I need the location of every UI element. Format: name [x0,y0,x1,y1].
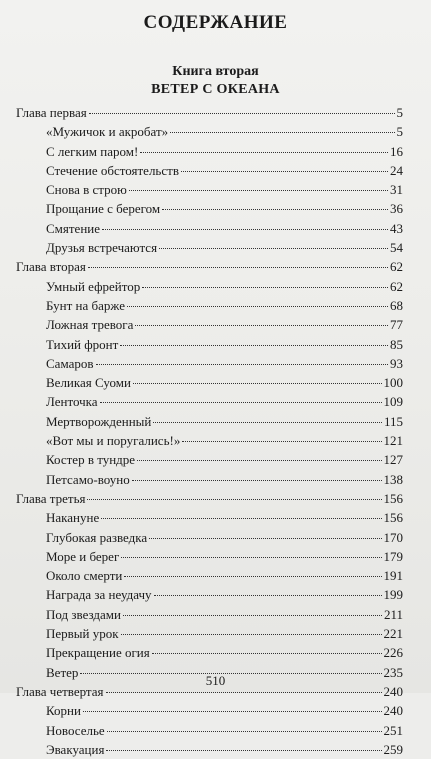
toc-entry-page: 121 [383,433,403,449]
book-label: Книга вторая [172,64,259,79]
toc-dot-leader [102,229,388,230]
toc-section-entry [16,199,403,218]
toc-dot-leader [107,731,382,732]
toc-entry-title: Глубокая разведка [46,529,148,545]
toc-section-entry [16,547,403,566]
book-name: ВЕТЕР С ОКЕАНА [151,82,280,97]
toc-section-entry [16,296,403,315]
toc-entry-page: 5 [396,105,403,120]
toc-section-entry [16,373,403,392]
toc-section-entry [16,277,403,296]
toc-entry-page: 36 [390,201,403,217]
toc-section-entry [16,335,403,354]
toc-section-entry [16,566,403,585]
toc-entry-title: Корни [46,703,81,719]
toc-entry-title: Прекращение огия [46,645,150,661]
toc-section-entry [16,605,403,624]
toc-entry-page: 62 [390,278,403,294]
toc-entry-page: 68 [390,297,403,313]
toc-dot-leader [101,518,381,519]
toc-dot-leader [159,248,388,249]
toc-entry-title: Накануне [46,510,100,526]
toc-entry-page: 240 [383,683,403,699]
toc-dot-leader [127,306,388,307]
toc-entry-page: 179 [383,548,403,564]
toc-entry-title: Друзья встречаются [46,240,158,256]
toc-entry-title: Мертворожденный [46,413,152,429]
toc-entry-title: Глава вторая [16,259,86,275]
toc-section-entry [16,721,403,740]
toc-dot-leader [170,132,394,133]
toc-entry-page: 16 [390,143,403,159]
toc-entry-title: Костер в тундре [46,452,136,468]
toc-entry-title: Тихий фронт [46,336,119,352]
toc-section-entry [16,238,403,257]
toc-entry-title: Новоселье [46,722,105,738]
toc-section-entry [16,315,403,334]
toc-entry-page: 100 [383,375,403,391]
toc-entry-title: Первый урок [46,626,119,642]
toc-entry-title: Эвакуация [46,741,105,757]
toc-section-entry [16,585,403,604]
toc-entry-page: 85 [390,336,403,352]
toc-dot-leader [135,325,388,326]
toc-dot-leader [133,383,382,384]
toc-entry-title: «Вот мы и поругались!» [46,433,181,449]
toc-entry-title: Умный ефрейтор [46,278,141,294]
toc-dot-leader [162,209,388,210]
toc-entry-title: Глава третья [16,490,86,506]
toc-dot-leader [124,576,381,577]
toc-entry-title: Ложная тревога [46,317,134,333]
toc-entry-page: 109 [383,394,403,410]
toc-entry-page: 93 [390,355,403,371]
toc-dot-leader [123,615,382,616]
toc-section-entry [16,412,403,431]
toc-dot-leader [182,441,381,442]
toc-entry-title: Море и берег [46,548,120,564]
toc-entry-page: 138 [383,471,403,487]
toc-entry-page: 240 [383,703,403,719]
toc-entry-page: 199 [383,587,403,603]
toc-section-entry [16,528,403,547]
toc-entry-title: Самаров [46,355,94,371]
toc-dot-leader [100,402,382,403]
toc-chapter-entry [16,489,403,508]
page-title: СОДЕРЖАНИЕ [143,12,288,33]
toc-entry-page: 127 [383,452,403,468]
toc-dot-leader [154,595,382,596]
toc-section-entry [16,354,403,373]
table-of-contents [16,103,403,759]
toc-entry-page: 62 [390,259,403,275]
toc-dot-leader [152,653,382,654]
toc-entry-page: 77 [390,317,403,333]
toc-entry-page: 251 [383,722,403,738]
toc-dot-leader [149,538,381,539]
toc-entry-page: 156 [383,490,403,506]
toc-entry-title: «Мужичок и акробат» [46,124,169,140]
toc-entry-page: 24 [390,162,403,178]
toc-section-entry [16,470,403,489]
toc-section-entry [16,450,403,469]
toc-dot-leader [153,422,382,423]
toc-entry-page: 221 [383,626,403,642]
toc-entry-title: Бунт на барже [46,297,125,313]
toc-section-entry [16,142,403,161]
toc-entry-page: 43 [390,220,403,236]
toc-entry-title: Стечение обстоятельств [46,162,179,178]
toc-dot-leader [106,750,381,751]
toc-entry-title: С легким паром! [46,143,139,159]
toc-entry-title: Снова в строю [46,182,127,198]
toc-entry-title: Глава четвертая [16,683,104,699]
toc-entry-page: 5 [396,124,403,140]
toc-entry-title: Около смерти [46,568,123,584]
toc-entry-page: 54 [390,240,403,256]
toc-section-entry [16,624,403,643]
toc-section-entry [16,219,403,238]
toc-dot-leader [132,480,382,481]
toc-section-entry [16,508,403,527]
toc-dot-leader [83,711,382,712]
toc-dot-leader [140,152,388,153]
toc-dot-leader [142,287,388,288]
toc-section-entry [16,740,403,759]
toc-section-entry [16,122,403,141]
toc-section-entry [16,431,403,450]
toc-entry-page: 191 [383,568,403,584]
toc-entry-title: Глава первая [16,105,87,120]
toc-entry-page: 170 [383,529,403,545]
toc-entry-title: Прощание с берегом [46,201,161,217]
toc-entry-title: Под звездами [46,606,121,622]
toc-entry-page: 226 [383,645,403,661]
toc-entry-page: 31 [390,182,403,198]
toc-section-entry [16,161,403,180]
toc-entry-title: Награда за неудачу [46,587,152,603]
toc-section-entry [16,643,403,662]
toc-entry-title: Петсамо-воуно [46,471,130,487]
toc-section-entry [16,180,403,199]
toc-dot-leader [96,364,389,365]
toc-dot-leader [87,499,381,500]
toc-dot-leader [121,557,381,558]
toc-entry-page: 259 [383,741,403,757]
toc-chapter-entry [16,257,403,276]
toc-entry-title: Ветер [46,664,79,680]
toc-entry-page: 235 [383,664,403,680]
toc-dot-leader [88,267,388,268]
toc-dot-leader [121,634,382,635]
page-number: 510 [205,673,226,688]
toc-dot-leader [137,460,381,461]
toc-dot-leader [89,113,395,114]
toc-entry-title: Смятение [46,220,101,236]
toc-entry-title: Ленточка [46,394,98,410]
toc-entry-page: 211 [383,606,403,622]
toc-section-entry [16,701,403,720]
toc-dot-leader [181,171,388,172]
toc-dot-leader [129,190,388,191]
toc-entry-page: 156 [383,510,403,526]
toc-entry-title: Великая Суоми [46,375,131,391]
toc-dot-leader [120,345,388,346]
toc-chapter-entry [16,103,403,122]
toc-section-entry [16,392,403,411]
toc-entry-page: 115 [383,413,403,429]
